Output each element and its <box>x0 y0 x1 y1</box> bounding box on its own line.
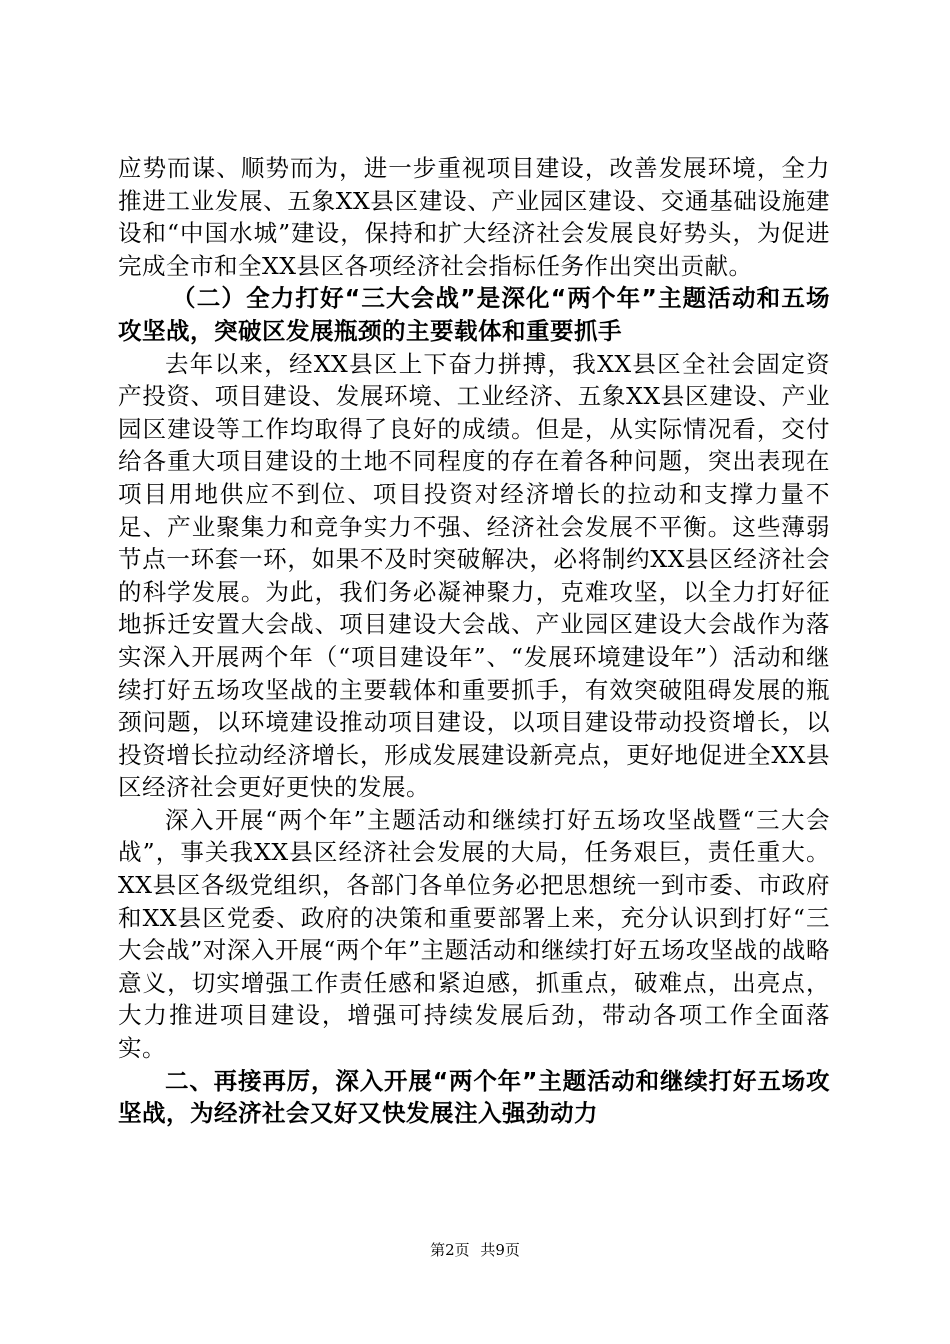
page-footer <box>0 1240 950 1260</box>
paragraph-significance: 深入开展“两个年”主题活动和继续打好五场攻坚战暨“三大会战”，事关我XX县区经济社会发展的大局，任务艰巨，责任重大。XX县区各级党组织，各部门各单位务必把思想统一到市委、市政府和XX县区党委、政府的决策和重要部署上来，充分认识到打好“三大会战”对深入开展“两个年”主题活动和继续打好五场攻坚战的战略意义，切实增强工作责任感和紧迫感，抓重点，破难点，出亮点，大力推进项目建设，增强可持续发展后劲，带动各项工作全面落实。 <box>118 805 830 1063</box>
paragraph-continuation: 应势而谋、顺势而为，进一步重视项目建设，改善发展环境，全力推进工业发展、五象XX县区建设、产业园区建设、交通基础设施建设和“中国水城”建设，保持和扩大经济社会发展良好势头，为促进完成全市和全XX县区各项经济社会指标任务作出突出贡献。 <box>118 154 830 280</box>
page-number: 第2页 <box>430 1241 470 1259</box>
document-body <box>118 152 830 1130</box>
section-heading-two: 二、再接再厉，深入开展“两个年”主题活动和继续打好五场攻坚战，为经济社会又好又快发展注入强劲动力 <box>118 1066 830 1128</box>
paragraph-progress: 去年以来，经XX县区上下奋力拼搏，我XX县区全社会固定资产投资、项目建设、发展环境、工业经济、五象XX县区建设、产业园区建设等工作均取得了良好的成绩。但是，从实际情况看，交付给各重大项目建设的土地不同程度的存在着各种问题，突出表现在项目用地供应不到位、项目投资对经济增长的拉动和支撑力量不足、产业聚集力和竞争实力不强、经济社会发展不平衡。这些薄弱节点一环套一环，如果不及时突破解决，必将制约XX县区经济社会的科学发展。为此，我们务必凝神聚力，克难攻坚，以全力打好征地拆迁安置大会战、项目建设大会战、产业园区建设大会战作为落实深入开展两个年（“项目建设年”、“发展环境建设年”）活动和继续打好五场攻坚战的主要载体和重要抓手，有效突破阻碍发展的瓶颈问题，以环境建设推动项目建设，以项目建设带动投资增长，以投资增长拉动经济增长，形成发展建设新亮点，更好地促进全XX县区经济社会更好更快的发展。 <box>118 349 830 802</box>
subheading-two: （二）全力打好“三大会战”是深化“两个年”主题活动和五场攻坚战，突破区发展瓶颈的主要载体和重要抓手 <box>118 284 830 345</box>
page-total: 共9页 <box>480 1241 520 1259</box>
